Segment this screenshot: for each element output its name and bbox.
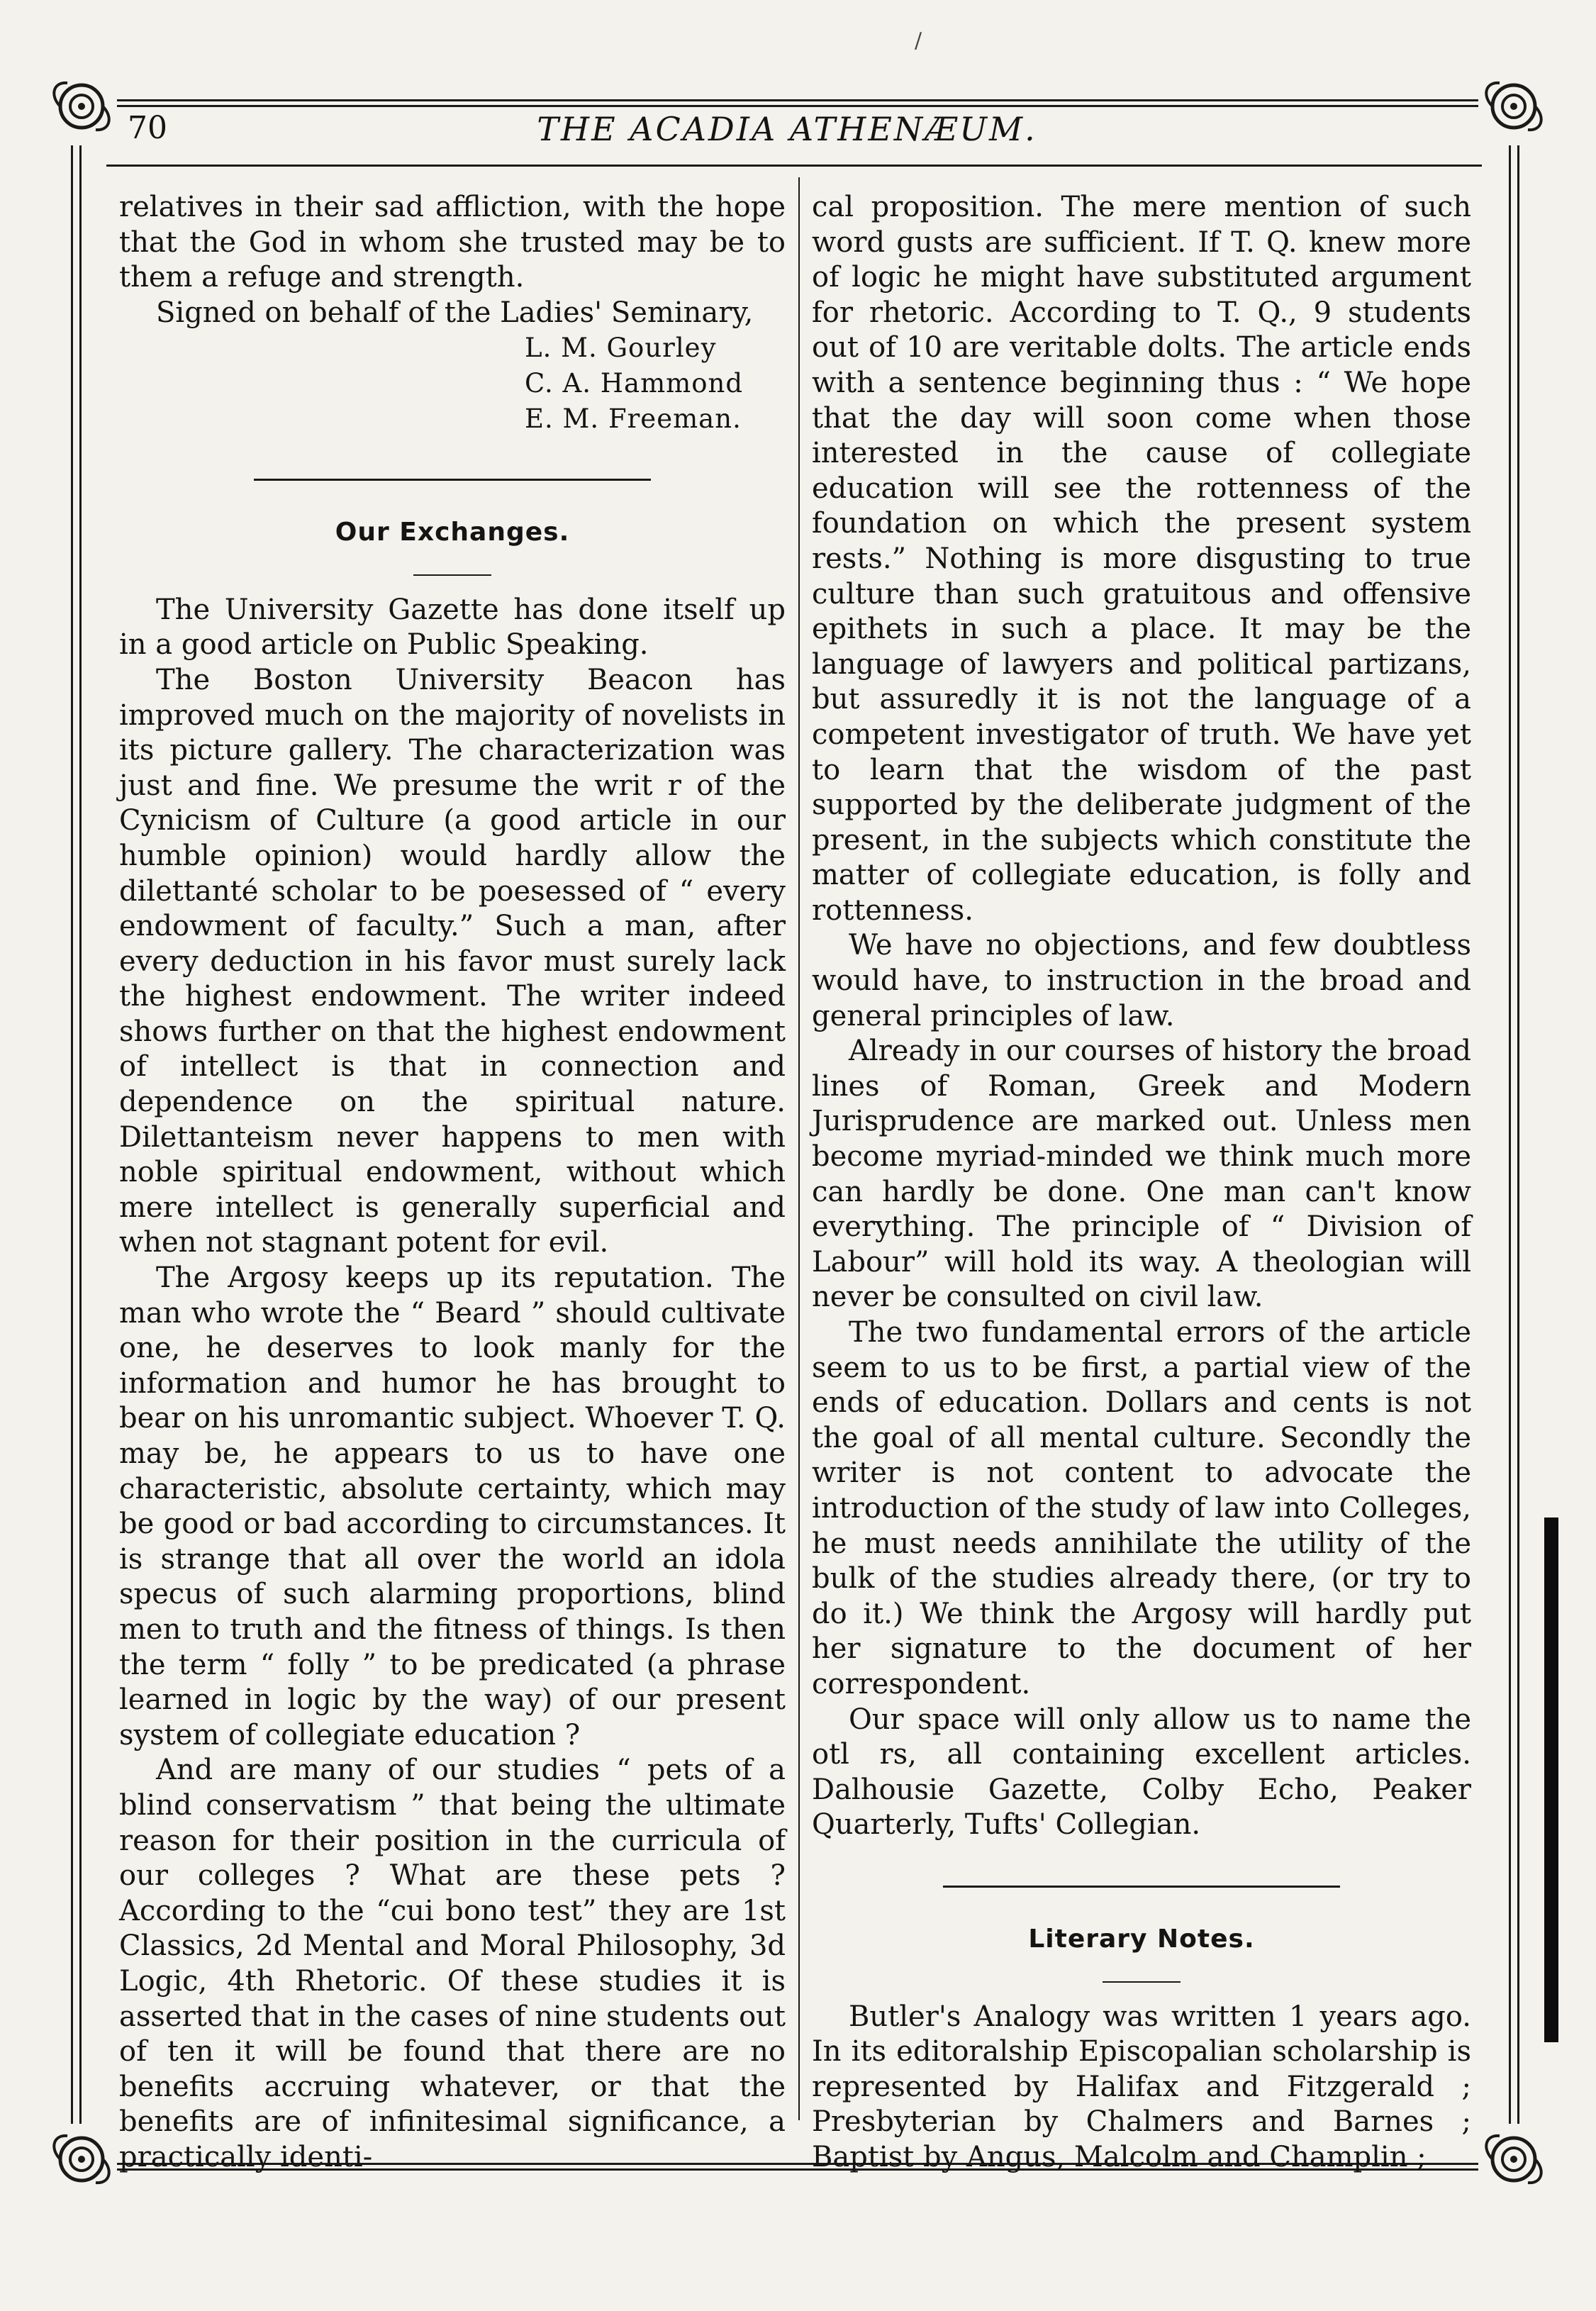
paragraph: And are many of our studies “ pets of a blind conservatism ” that being the ultimate reason for their position in the curricula of our colleges ? What are these pets ? According to the “cui bono test” they are 1st Classics, 2d Mental and Moral Philosophy, 3d Logic, 4th Rhetoric. Of these studies it is asserted that in the cases of nine students out of ten it will be found that there are no benefits accruing whatever, or that the benefits are of infinitesimal significance, a practically identi- xyxy=(119,1754,786,2173)
running-head xyxy=(106,110,1468,160)
signed-intro: Signed on behalf of the Ladies' Seminary, xyxy=(156,296,754,329)
paragraph: Already in our courses of history the broad lines of Roman, Greek and Modern Jurisprudence are marked out. Unless men become myriad-minded we think much more can hardly be done. One man can't know everything. The principle of “ Division of Labour” will hold its way. A theologian will never be consulted on civil law. xyxy=(812,1035,1471,1314)
top-border-rule xyxy=(117,99,1478,101)
left-border-line-inner xyxy=(79,145,82,2124)
paragraph: cal proposition. The mere mention of such word gusts are sufficient. If T. Q. knew more of logic he might have substituted argument for rhetoric. According to T. Q., 9 students out of 10 are veritable dolts. The article ends with a sentence beginning thus : “ We hope that the day will soon come when those interested in the cause of collegiate education will see the rottenness of the foundation on which the present system rests.” Nothing is more disgusting to true culture than such gratuitous and offensive epithets in such a place. It may be the language of lawyers and political partizans, but assuredly it is not the language of a competent investigator of truth. We have yet to learn that the wisdom of the past supported by the deliberate judgment of the present, in the subjects which constitute the matter of collegiate education, is folly and rottenness. xyxy=(812,191,1471,927)
header-rule xyxy=(106,165,1482,167)
heading-underline xyxy=(413,574,491,576)
section-divider xyxy=(943,1886,1340,1888)
signature-block xyxy=(119,296,786,436)
signatory: L. M. Gourley xyxy=(525,333,717,364)
heading-underline xyxy=(1103,1981,1181,1983)
top-right-scroll-ornament xyxy=(1475,67,1553,145)
right-border-line xyxy=(1509,145,1511,2124)
paragraph: The University Gazette has done itself up in a good article on Public Speaking. xyxy=(119,593,786,662)
right-column xyxy=(812,190,1471,2175)
column-divider xyxy=(798,177,800,2120)
paragraph: The two fundamental errors of the article seem to us to be first, a partial view of the ends of education. Dollars and cents is not the goal of all mental culture. Secondly the writer is not content to advocate the introduction of the study of law into Colleges, he must needs annihilate the utility of the bulk of the studies already there, (or try to do it.) We think the Argosy will hardly put her signature to the document of her correspondent. xyxy=(812,1316,1471,1700)
paragraph: The Boston University Beacon has improved much on the majority of novelists in its picture gallery. The characterization was just and fine. We presume the writ r of the Cynicism of Culture (a good article in our humble opinion) would hardly allow the dilettanté scholar to be poesessed of “ every endowment of faculty.” Such a man, after every deduction in his favor must surely lack the highest endowment. The writer indeed shows further on that the highest endowment of intellect is that in connection and dependence on the spiritual nature. Dilettanteism never happens to men with noble spiritual endowment, without which mere intellect is generally superficial and when not stagnant potent for evil. xyxy=(119,663,786,1259)
paragraph: We have no objections, and few doubtless would have, to instruction in the broad and general principles of law. xyxy=(812,929,1471,1032)
paragraph: Our space will only allow us to name the otl rs, all containing excellent articles. Dalhousie Gazette, Colby Echo, Peaker Quarterly, Tufts' Collegian. xyxy=(812,1703,1471,1842)
right-border-line-inner xyxy=(1517,145,1519,2124)
top-border-rule-inner xyxy=(117,105,1478,107)
left-column xyxy=(119,190,786,2175)
bottom-right-scroll-ornament xyxy=(1475,2120,1553,2198)
signatory: E. M. Freeman. xyxy=(525,403,742,434)
signatory: C. A. Hammond xyxy=(525,367,744,399)
bottom-left-scroll-ornament xyxy=(43,2120,121,2198)
section-divider xyxy=(254,479,651,481)
section-heading: Literary Notes. xyxy=(1028,1924,1255,1954)
paragraph: Butler's Analogy was written 1 years ago. In its editoralship Episcopalian scholarship is represented by Halifax and Fitzgerald ; Presbyterian by Chalmers and Barnes ; Baptist by Angus, Malcolm and Champlin ; xyxy=(812,2000,1471,2173)
stray-mark: / xyxy=(915,28,922,53)
paragraph: The Argosy keeps up its reputation. The man who wrote the “ Beard ” should cultivate one, he deserves to look manly for the information and humor he has brought to bear on his unromantic subject. Whoever T. Q. may be, he appears to us to have one characteristic, absolute certainty, which may be good or bad according to circumstances. It is strange that all over the world an idola specus of such alarming proportions, blind men to truth and the fitness of things. Is then the term “ folly ” to be predicated (a phrase learned in logic by the way) of our present system of collegiate education ? xyxy=(119,1262,786,1752)
running-title: THE ACADIA ATHENÆUM. xyxy=(537,110,1037,148)
scan-edge-shadow xyxy=(1544,1518,1558,2042)
left-border-line xyxy=(71,145,73,2124)
section-heading: Our Exchanges. xyxy=(335,518,570,547)
page-number: 70 xyxy=(128,110,167,146)
paragraph: relatives in their sad affliction, with the hope that the God in whom she trusted may be to them a refuge and strength. xyxy=(119,191,786,294)
